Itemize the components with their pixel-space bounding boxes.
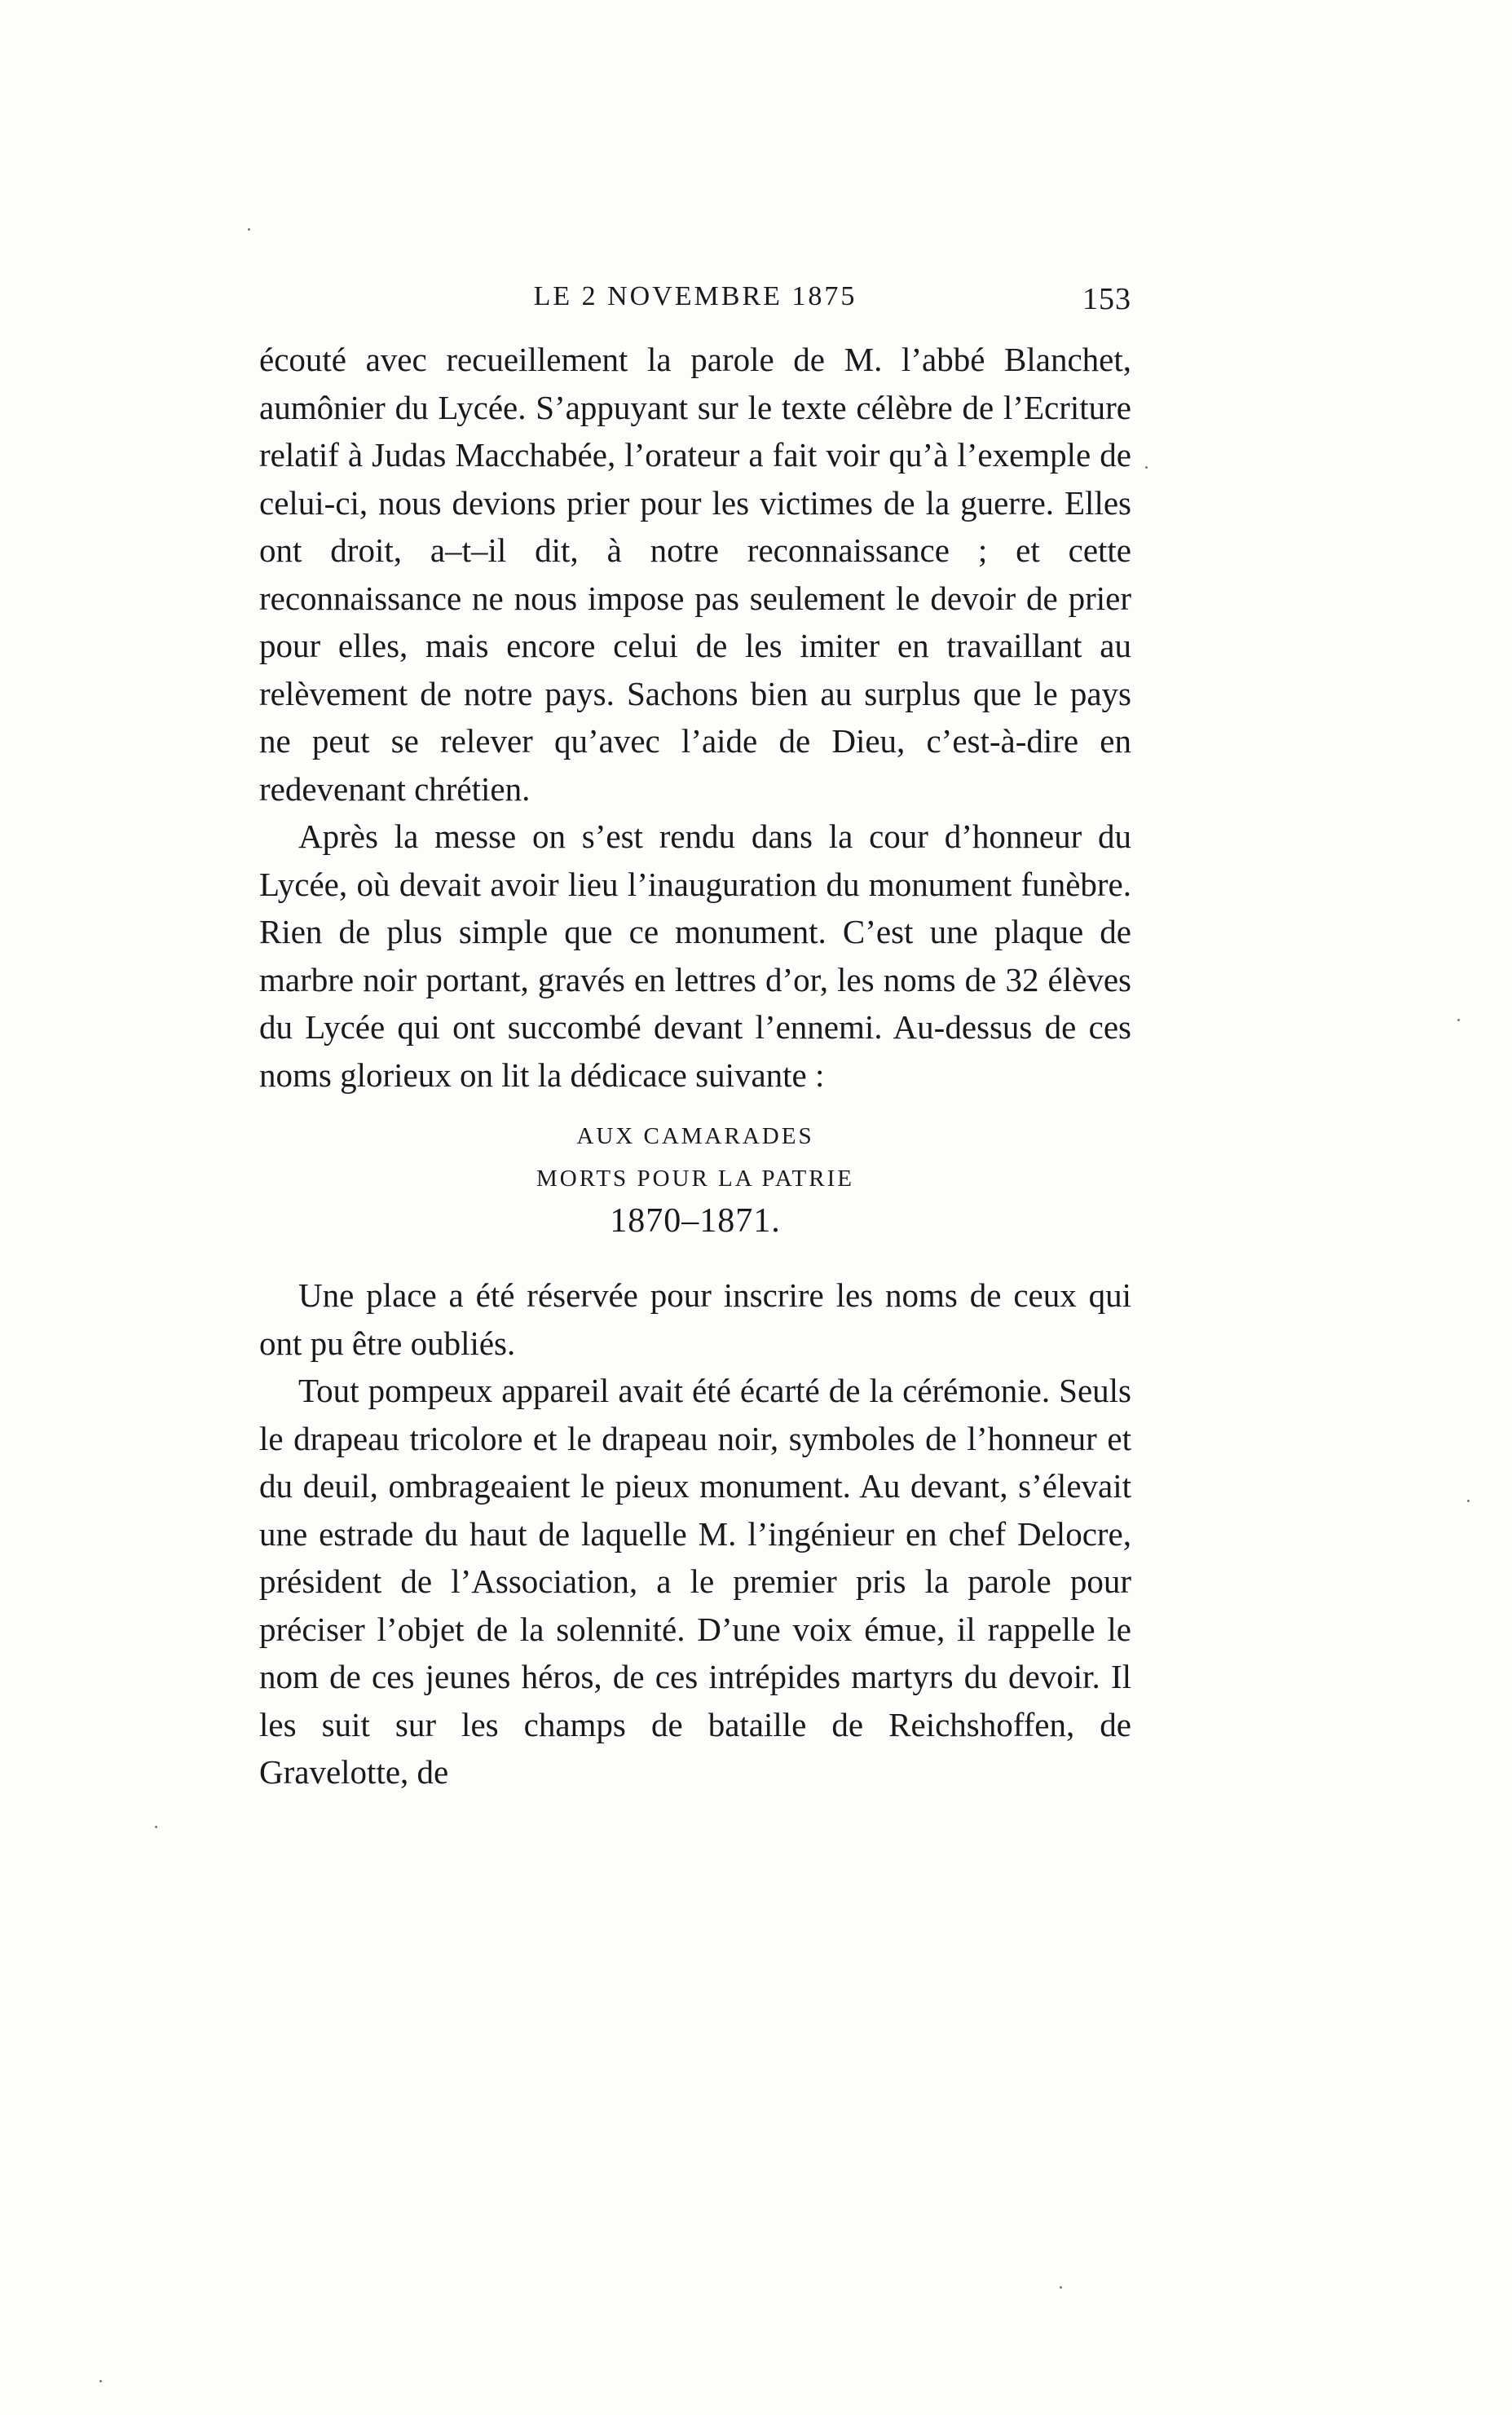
scan-speck bbox=[1060, 2286, 1062, 2289]
scan-speck bbox=[155, 1826, 157, 1828]
page-number: 153 bbox=[1082, 282, 1131, 316]
text-block bbox=[259, 336, 1131, 1796]
dedication-line-1: AUX CAMARADES bbox=[576, 1123, 814, 1149]
dedication-line-2: MORTS POUR LA PATRIE bbox=[536, 1166, 854, 1192]
scan-speck bbox=[248, 228, 250, 231]
scan-speck bbox=[1457, 1019, 1460, 1021]
dedication bbox=[259, 1115, 1131, 1242]
paragraph-3: Une place a été réservée pour inscrire les noms de ceux qui ont pu être oubliés. bbox=[259, 1276, 1131, 1362]
paragraph-1: écouté avec recueillement la parole de M. l’abbé Blanchet, aumônier du Lycée. S’appuyant sur le texte célèbre de l’Ecriture relatif à Judas Macchabée, l’orateur a fait voir qu’à l’exemple de celui-ci, nous devions prier pour les victimes de la guerre. Elles ont droit, a–t–il dit, à notre reconnaissance ; et cette reconnaissance ne nous impose pas seulement le devoir de prier pour elles, mais encore celui de les imiter en travaillant au relèvement de notre pays. Sachons bien au surplus que le pays ne peut se relever qu’avec l’aide de Dieu, c’est-à-dire en redevenant chrétien. bbox=[259, 341, 1131, 808]
scan-speck bbox=[1145, 466, 1148, 469]
paragraph-2: Après la messe on s’est rendu dans la cour d’honneur du Lycée, où devait avoir lieu l’inauguration du monument funèbre. Rien de plus simple que ce monument. C’est une plaque de marbre noir portant, gravés en lettres d’or, les noms de 32 élèves du Lycée qui ont succombé devant l’ennemi. Au-dessus de ces noms glorieux on lit la dédicace suivante : bbox=[259, 817, 1131, 1094]
paragraph-4: Tout pompeux appareil avait été écarté de la cérémonie. Seuls le drapeau tricolore et le drapeau noir, symboles de l’honneur et du deuil, ombrageaient le pieux monument. Au devant, s’élevait une estrade du haut de laquelle M. l’ingénieur en chef Delocre, président de l’Association, a le premier pris la parole pour préciser l’objet de la solennité. D’une voix émue, il rappelle le nom de ces jeunes héros, de ces intrépides martyrs du devoir. Il les suit sur les champs de bataille de Reichshoffen, de Gravelotte, de bbox=[259, 1372, 1131, 1791]
scan-speck bbox=[99, 2380, 102, 2382]
running-head bbox=[259, 281, 1131, 330]
dedication-years: 1870–1871. bbox=[610, 1202, 781, 1240]
scan-speck bbox=[1467, 1500, 1470, 1502]
running-title: LE 2 NOVEMBRE 1875 bbox=[533, 281, 857, 311]
